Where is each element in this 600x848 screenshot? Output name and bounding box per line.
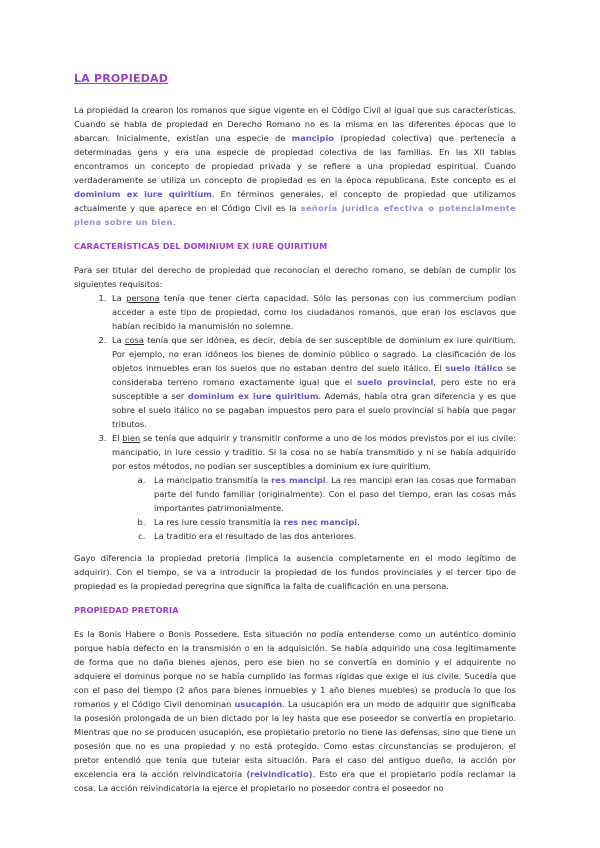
section-heading-pretoria: PROPIEDAD PRETORIA [74, 605, 179, 615]
text: La mancipatio transmitía la [154, 475, 272, 485]
underlined-term: persona [126, 293, 160, 303]
text: (propiedad colectiva) que pertenecía a determinadas gens y era una especie de propiedad colectiva de las familias. En las XII tablas encontramos un concepto de propiedad privada y se refiere a una propiedad espiritual. Cuando verdaderamente se utiliza un concepto de propiedad es en la época republicana. Este concepto es el [74, 133, 516, 185]
highlight-term: suelo provincial [357, 377, 434, 387]
highlight-term: res nec mancipi [283, 517, 358, 527]
section-heading-caracteristicas: CARACTERÍSTICAS DEL DOMINIUM EX IURE QUIRITIUM [74, 241, 328, 251]
list-item [109, 431, 516, 543]
requirements-intro: Para ser titular del derecho de propiedad que reconocían el derecho romano, se debían de cumplir los siguientes requisitos: [74, 265, 516, 289]
intro-paragraph [74, 103, 516, 229]
highlight-usucapion: usucapión [234, 699, 283, 709]
underlined-term: cosa [124, 335, 144, 345]
text: La [112, 335, 125, 345]
text: Es la Bonis Habere o Bonis Possedere. Esta situación no podía entenderse como un auténtico dominio porque había defecto en la transmisión o en la adquisición. Se había adquirido una cosa legítimamente de forma que no daña bienes ajenos, pero ese bien no se convertía en dominio y el adquirente no adquiere el dominus porque no se había cumplido las formas rígidas que exige el ius civile. Sucedía que con el paso del tiempo (2 años para bienes inmuebles y 1 año bienes muebles) se producía lo que los romanos y el Código Civil denominan [74, 629, 516, 709]
sub-list-item [148, 515, 516, 529]
highlight-definition: señoría jurídica efectiva o potencialmente plena sobre un bien [74, 203, 516, 227]
sub-list [148, 473, 516, 543]
highlight-term: suelo itálico [445, 363, 503, 373]
highlight-term: res mancipi [271, 475, 326, 485]
gayo-paragraph: Gayo diferencia la propiedad pretoria (implica la ausencia completamente en el modo legítimo de adquirir). Con el tiempo, se va a introducir la propiedad de los fundos provinciales y el tercer tipo de propiedad es la propiedad peregrina que significa la falta de cualificación en una persona. [74, 553, 516, 591]
text: El [112, 433, 123, 443]
text: . La res mancipi eran las cosas que formaban parte del fundo familiar (originalmente). Con el paso del tiempo, eran las cosas más importantes patrimonialmente. [154, 475, 516, 513]
text: tenía que tener cierta capacidad. Sólo las personas con ius commercium podían acceder a este tipo de propiedad, como los ciudadanos romanos, que eran los esclavos que habían recibido la manumisión no solemne. [112, 293, 516, 331]
requirements-list [109, 291, 516, 543]
text: . [357, 517, 360, 527]
text: , pero este no era susceptible a ser [112, 377, 516, 401]
text: . En términos generales, el concepto de propiedad que utilizamos actualmente y que aparece en el Código Civil es la [74, 189, 516, 213]
pretoria-paragraph [74, 627, 516, 795]
underlined-term: bien [122, 433, 141, 443]
highlight-reivindicatio: (reivindicatio) [246, 769, 313, 779]
text: . [172, 217, 176, 227]
text: se tenía que adquirir y transmitir conforme a uno de los modos previstos por el ius civile: mancipatio, in iure cessio y traditio. Si la cosa no se había transmitido y ni se había adquirido por estos métodos, no podían ser susceptibles a dominium ex iure quiritium. [112, 433, 516, 471]
text: . La usucapión era un modo de adquirir que significaba la posesión prolongada de un bien dictado por la ley hasta que ese poseedor se convertía en propietario. Mientras que no se producen usucapión, ese propietario pretorio no tiene las defensas, sino que tiene un posesión que no es una propiedad y no está protegido. Como estas circunstancias se produjeron, el pretor entendió que tenía que tutelar esta situación. Para el caso del antiguo dueño, la acción por excelencia era la acción reivindicatoria [74, 699, 516, 779]
text: . Además, había otra gran diferencia y es que sobre el suelo itálico no se pagaban impuestos pero para el suelo provincial sí había que pagar tributos. [112, 391, 516, 429]
highlight-term: dominium ex iure quiritium [187, 391, 319, 401]
highlight-dominium: dominium ex iure quiritium [74, 189, 212, 199]
sub-list-item [148, 473, 516, 515]
list-item [109, 291, 516, 333]
text: se consideraba terreno romano exactamente igual que el [112, 363, 516, 387]
list-item [109, 333, 516, 431]
text: La [112, 293, 127, 303]
text: . Esto era que el propietario podía reclamar la cosa. La acción reivindicatoria la ejerce el propietario no poseedor contra el poseedor no [74, 769, 516, 793]
sub-list-item: c. La traditio era el resultado de las dos anteriores. [148, 529, 516, 543]
text: La res iure cessio transmitía la [154, 517, 284, 527]
text: tenía que ser idónea, es decir, debía de ser susceptible de dominium ex iure quiritium. Por ejemplo, no eran idóneos los bienes de dominio público o sagrado. La clasificación de los objetos inmuebles eran los suelos que no estaban dentro del suelo itálico. El [112, 335, 516, 373]
page-title: LA PROPIEDAD [74, 72, 169, 85]
highlight-mancipio: mancipio [291, 133, 335, 143]
text: La propiedad la crearon los romanos que sigue vigente en el Código Civil al igual que sus características. Cuando se habla de propiedad en Derecho Romano no es la misma en las diferentes épocas que lo abarcan. Inicialmente, existían una especie de [74, 105, 516, 143]
